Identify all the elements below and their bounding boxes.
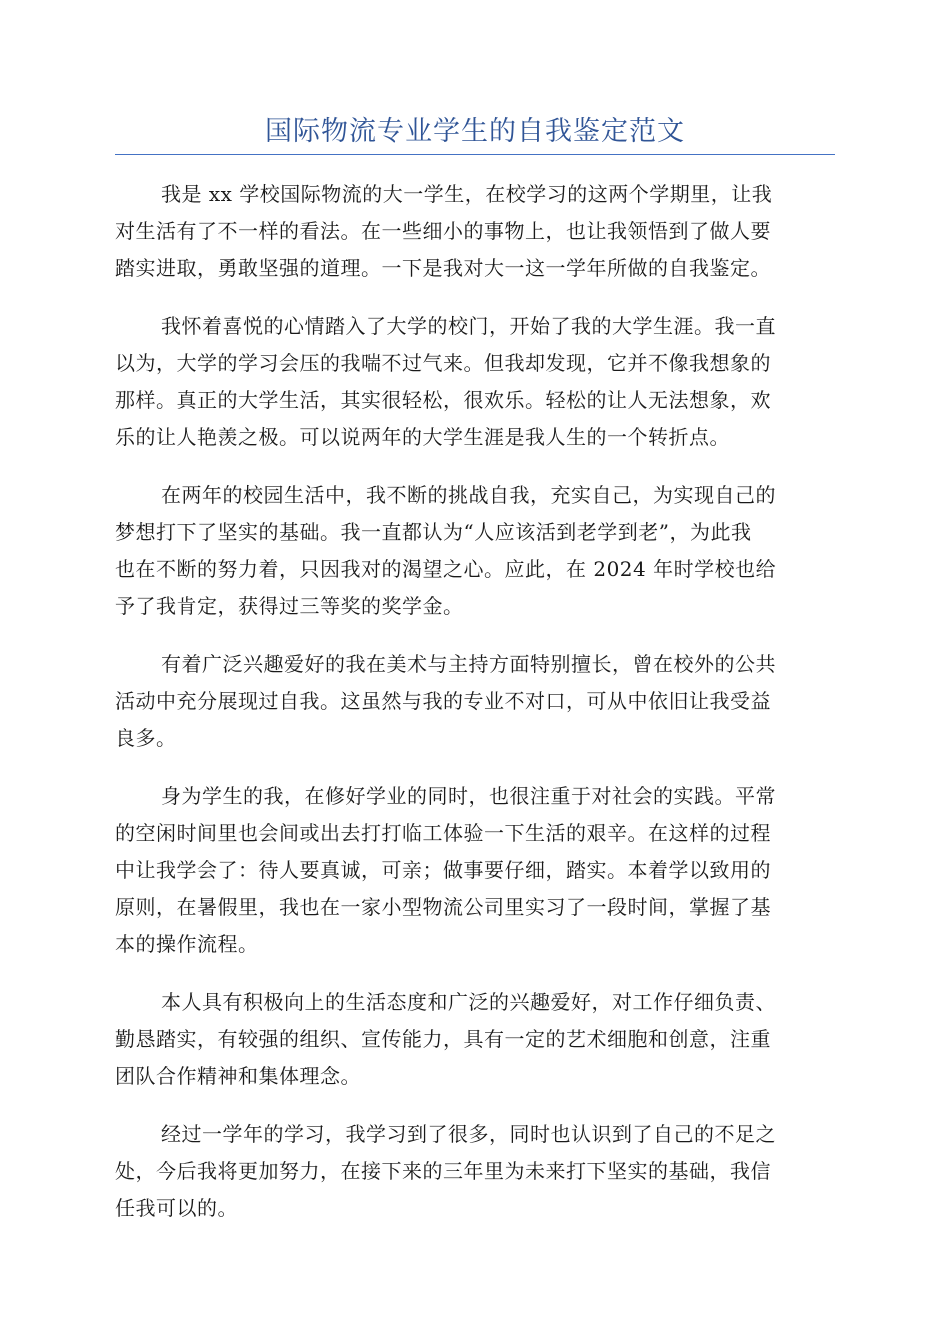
paragraph-4 <box>115 646 835 757</box>
paragraph-line: 也在不断的努力着，只因我对的渴望之心。应此，在 2024 年时学校也给 <box>115 557 777 581</box>
paragraph-line: 踏实进取，勇敢坚强的道理。一下是我对大一这一学年所做的自我鉴定。 <box>115 256 771 280</box>
paragraph-5 <box>115 778 835 963</box>
paragraph-line: 身为学生的我，在修好学业的同时，也很注重于对社会的实践。平常 <box>161 784 776 808</box>
paragraph-line: 予了我肯定，获得过三等奖的奖学金。 <box>115 594 464 618</box>
paragraph-line: 在两年的校园生活中，我不断的挑战自我，充实自己，为实现自己的 <box>161 483 776 507</box>
paragraph-line: 对生活有了不一样的看法。在一些细小的事物上，也让我领悟到了做人要 <box>115 219 771 243</box>
document-title: 国际物流专业学生的自我鉴定范文 <box>265 116 685 147</box>
paragraph-line: 我怀着喜悦的心情踏入了大学的校门，开始了我的大学生涯。我一直 <box>161 314 776 338</box>
document-body <box>115 176 835 1248</box>
paragraph-line: 乐的让人艳羡之极。可以说两年的大学生涯是我人生的一个转折点。 <box>115 425 730 449</box>
paragraph-line: 本人具有积极向上的生活态度和广泛的兴趣爱好，对工作仔细负责、 <box>161 990 776 1014</box>
paragraph-line: 梦想打下了坚实的基础。我一直都认为“人应该活到老学到老”，为此我 <box>115 520 752 544</box>
paragraph-line: 团队合作精神和集体理念。 <box>115 1064 361 1088</box>
paragraph-7 <box>115 1116 835 1227</box>
paragraph-line: 的空闲时间里也会间或出去打打临工体验一下生活的艰辛。在这样的过程 <box>115 821 771 845</box>
paragraph-line: 良多。 <box>115 726 177 750</box>
paragraph-line: 活动中充分展现过自我。这虽然与我的专业不对口，可从中依旧让我受益 <box>115 689 771 713</box>
paragraph-line: 原则，在暑假里，我也在一家小型物流公司里实习了一段时间，掌握了基 <box>115 895 771 919</box>
paragraph-line: 我是 xx 学校国际物流的大一学生，在校学习的这两个学期里，让我 <box>161 182 773 206</box>
paragraph-line: 中让我学会了：待人要真诚，可亲；做事要仔细，踏实。本着学以致用的 <box>115 858 771 882</box>
paragraph-line: 本的操作流程。 <box>115 932 259 956</box>
paragraph-3 <box>115 477 835 625</box>
paragraph-2 <box>115 308 835 456</box>
title-underline <box>115 154 835 155</box>
paragraph-line: 有着广泛兴趣爱好的我在美术与主持方面特别擅长，曾在校外的公共 <box>161 652 776 676</box>
paragraph-line: 勤恳踏实，有较强的组织、宣传能力，具有一定的艺术细胞和创意，注重 <box>115 1027 771 1051</box>
paragraph-line: 以为，大学的学习会压的我喘不过气来。但我却发现，它并不像我想象的 <box>115 351 771 375</box>
paragraph-6 <box>115 984 835 1095</box>
paragraph-1 <box>115 176 835 287</box>
paragraph-line: 任我可以的。 <box>115 1196 238 1220</box>
paragraph-line: 处，今后我将更加努力，在接下来的三年里为未来打下坚实的基础，我信 <box>115 1159 771 1183</box>
paragraph-line: 那样。真正的大学生活，其实很轻松，很欢乐。轻松的让人无法想象，欢 <box>115 388 771 412</box>
paragraph-line: 经过一学年的学习，我学习到了很多，同时也认识到了自己的不足之 <box>161 1122 776 1146</box>
